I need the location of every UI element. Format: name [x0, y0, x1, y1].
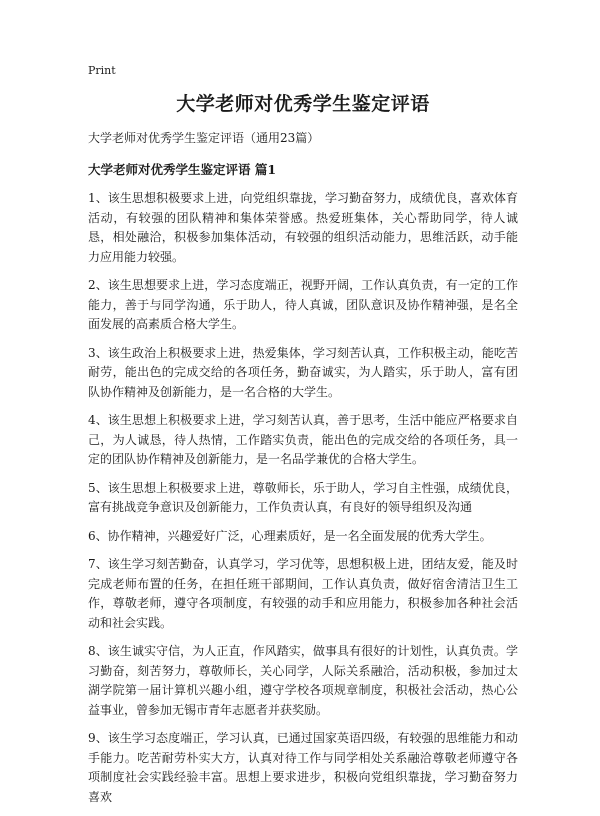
- paragraph-1: 1、该生思想积极要求上进，向党组织靠拢，学习勤奋努力，成绩优良，喜欢体育活动，有较强的团队精神和集体荣誉感。热爱班集体，关心帮助同学，待人诚恳，相处融洽，积极参加集体活动，有较强的组织活动能力，思维活跃，动手能力应用能力较强。: [88, 191, 518, 264]
- paragraph-2: 2、该生思想要求上进，学习态度端正，视野开阔，工作认真负责，有一定的工作能力，善于与同学沟通，乐于助人，待人真诚，团队意识及协作精神强，是名全面发展的高素质合格大学生。: [88, 278, 518, 331]
- paragraph-5: 5、该生思想上积极要求上进，尊敬师长，乐于助人，学习自主性强，成绩优良，富有挑战竞争意识及创新能力，工作负责认真，有良好的领导组织及沟通: [88, 480, 518, 514]
- paragraph-3: 3、该生政治上积极要求上进，热爱集体，学习刻苦认真，工作积极主动，能吃苦耐劳，能出色的完成交给的各项任务，勤奋诚实，为人踏实，乐于助人，富有团队协作精神及创新能力，是一名合格的大学生。: [88, 345, 518, 399]
- section-heading: 大学老师对优秀学生鉴定评语 篇1: [88, 162, 277, 177]
- paragraph-6: 6、协作精神，兴趣爱好广泛，心理素质好，是一名全面发展的优秀大学生。: [88, 528, 492, 543]
- print-link[interactable]: Print: [88, 64, 116, 77]
- document-title: 大学老师对优秀学生鉴定评语: [176, 93, 430, 115]
- paragraph-7: 7、该生学习刻苦勤奋，认真学习，学习优等，思想积极上进，团结友爱，能及时完成老师布置的任务，在担任班干部期间，工作认真负责，做好宿舍清洁卫生工作，尊敬老师，遵守各项制度，有较强的动手和应用能力，积极参加各种社会活动和社会实践。: [88, 557, 518, 630]
- paragraph-9: 9、该生学习态度端正，学习认真，已通过国家英语四级，有较强的思维能力和动手能力。吃苦耐劳朴实大方，认真对待工作与同学相处关系融洽尊敬老师遵守各项制度社会实践经验丰富。思想上要求进步，积极向党组织靠拢，学习勤奋努力喜欢: [88, 731, 518, 804]
- paragraph-8: 8、该生诚实守信，为人正直，作风踏实，做事具有很好的计划性，认真负责。学习勤奋，刻苦努力，尊敬师长，关心同学，人际关系融洽，活动积极，参加过太湖学院第一届计算机兴趣小组，遵守学校各项规章制度，积极社会活动，热心公益事业，曾参加无锡市青年志愿者并获奖励。: [88, 644, 518, 717]
- paragraph-4: 4、该生思想上积极要求上进，学习刻苦认真，善于思考，生活中能应严格要求自己，为人诚恳，待人热情，工作踏实负责，能出色的完成交给的各项任务，具一定的团队协作精神及创新能力，是一名品学兼优的合格大学生。: [88, 413, 518, 466]
- document-subtitle: 大学老师对优秀学生鉴定评语（通用23篇）: [88, 131, 320, 145]
- document-page: [88, 64, 518, 816]
